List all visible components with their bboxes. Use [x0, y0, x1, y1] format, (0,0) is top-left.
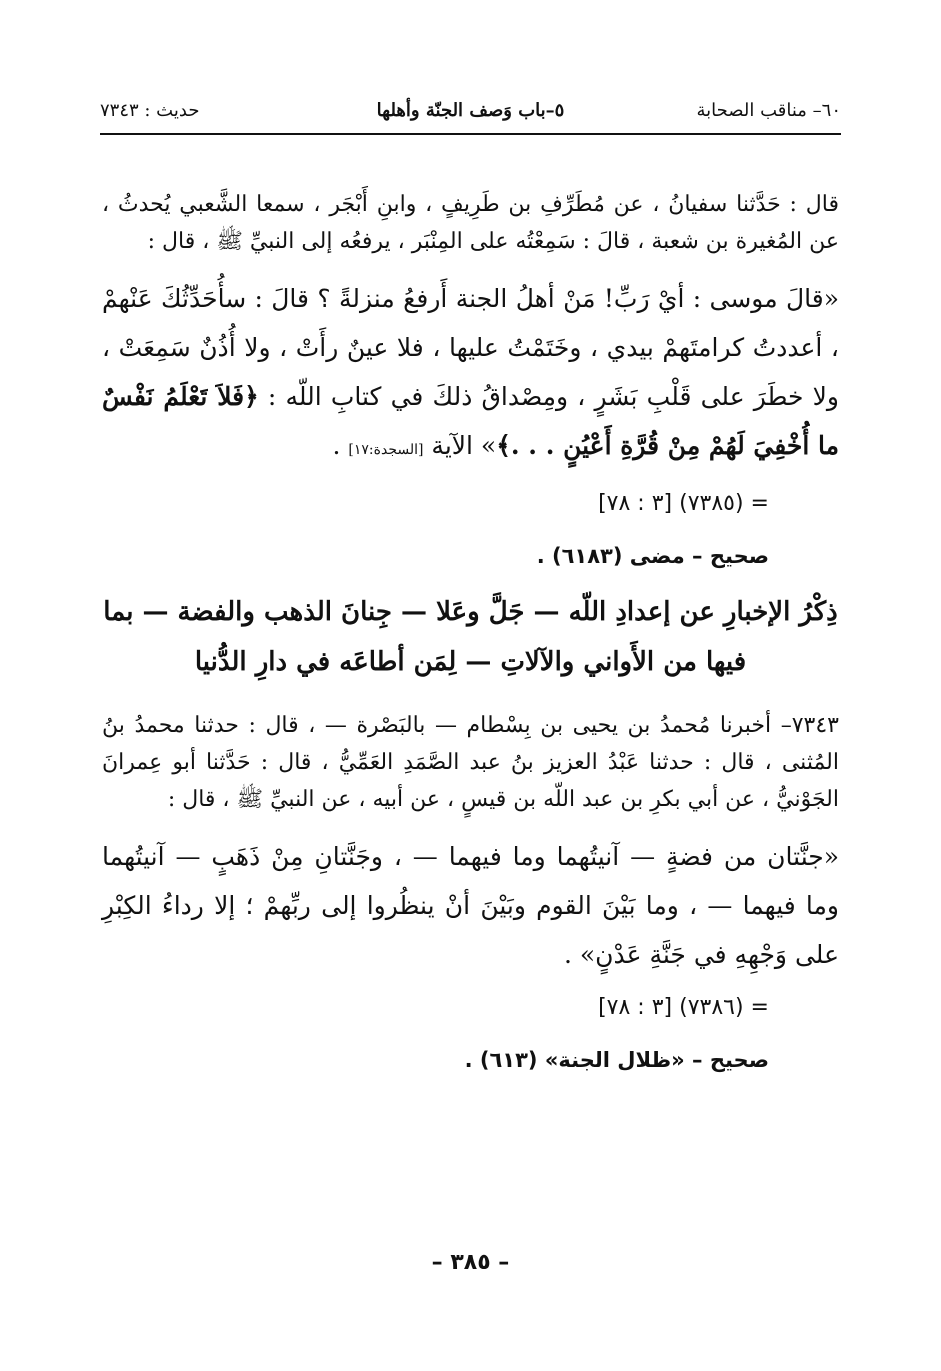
header-rule [100, 133, 841, 135]
chapter-title: ٦٠– مناقب الصحابة [696, 100, 841, 121]
hadith1-matn: «قالَ موسى : أيْ رَبِّ! مَنْ أهلُ الجنة أَرفعُ منزلةً ؟ قالَ : سأُحَدِّثُكَ عَنْهمْ ، أعددتُ كرامتَهمْ بيدي ، وخَتَمْتُ عليها ، فلا عينٌ رأَتْ ، ولا أُذُنٌ سَمِعَتْ ، ولا خطَرَ على قَلْبِ بَشَرٍ ، ومِصْداقُ ذلكَ في كتابِ اللّه : ﴿فَلاَ تَعْلَمُ نَفْسٌ ما أُخْفِيَ لَهُمْ مِنْ قُرَّةِ أَعْيُنٍ . . .﴾» الآية [السجدة:١٧] . [102, 284, 839, 460]
quran-verse: ﴿فَلاَ تَعْلَمُ نَفْسٌ ما أُخْفِيَ لَهُمْ مِنْ قُرَّةِ أَعْيُنٍ . . .﴾ [102, 382, 839, 460]
hadith-number: حديث : ٧٣٤٣ [100, 100, 200, 121]
hadith2-cross-reference: = (٧٣٨٦) [٣ : ٧٨] [598, 995, 769, 1020]
section-title-header: ٥–باب وَصف الجنّة وأهلها [376, 100, 565, 121]
hadith1-cross-reference: = (٧٣٨٥) [٣ : ٧٨] [598, 491, 769, 516]
section-heading: ذِكْرُ الإخبارِ عن إعدادِ اللّه — جَلَّ وعَلا — جِنانَ الذهب والفضة — بما فيها من الأَواني والآلاتِ — لِمَن أطاعَه في دارِ الدُّنيا [103, 597, 838, 677]
hadith1-isnad: قال : حَدَّثنا سفيانُ ، عن مُطَرِّفِ بن طَرِيفٍ ، وابنِ أَبْجَر ، سمعا الشَّعبي يُحدثُ ، عن المُغيرة بن شعبة ، قالَ : سَمِعْتُه على المِنْبَر ، يرفعُه إلى النبيِّ ﷺ ، قال : [102, 192, 839, 254]
hadith1-matn-text: «قالَ موسى : أيْ رَبِّ! مَنْ أهلُ الجنة أَرفعُ منزلةً ؟ قالَ : سأُحَدِّثُكَ عَنْهمْ ، أعددتُ كرامتَهمْ بيدي ، وخَتَمْتُ عليها ، فلا عينٌ رأَتْ ، ولا أُذُنٌ سَمِعَتْ ، ولا خطَرَ على قَلْبِ بَشَرٍ ، ومِصْداقُ ذلكَ في كتابِ اللّه : [102, 284, 839, 411]
quran-reference: [السجدة:١٧] [348, 442, 424, 458]
hadith2-grade: صحيح – «ظلال الجنة» (٦١٣) . [464, 1048, 769, 1072]
hadith2-matn: «جنَّتان من فضةٍ — آنيتُهما وما فيهما — ، وجَنَّتانِ مِنْ ذَهَبٍ — آنيتُهما وما فيهما — ، وما بَيْنَ القوم وبَيْنَ أنْ ينظُروا إلى ربِّهمْ ؛ إلا رداءُ الكِبْرِ على وَجْهِهِ في جَنَّةِ عَدْنٍ» . [102, 842, 839, 969]
hadith2-isnad: ٧٣٤٣– أخبرنا مُحمدُ بن يحيى بن بِسْطام — بالبَصْرة — ، قال : حدثنا محمدُ بنُ المُثنى ، قال : حدثنا عَبْدُ العزيز بنُ عبد الصَّمَدِ العَمِّيُّ ، قال : حَدَّثنا أبو عِمرانَ الجَوْنيُّ ، عن أبي بكرِ بن عبد اللّه بن قيسٍ ، عن أبيه ، عن النبيِّ ﷺ ، قال : [102, 713, 839, 812]
page-body [102, 186, 839, 1079]
hadith1-grade: صحيح – مضى (٦١٨٣) . [536, 544, 769, 568]
running-header [100, 96, 841, 132]
page-number: – ٣٨٥ – [431, 1250, 510, 1275]
hadith1-matn-end: » الآية [431, 431, 497, 460]
